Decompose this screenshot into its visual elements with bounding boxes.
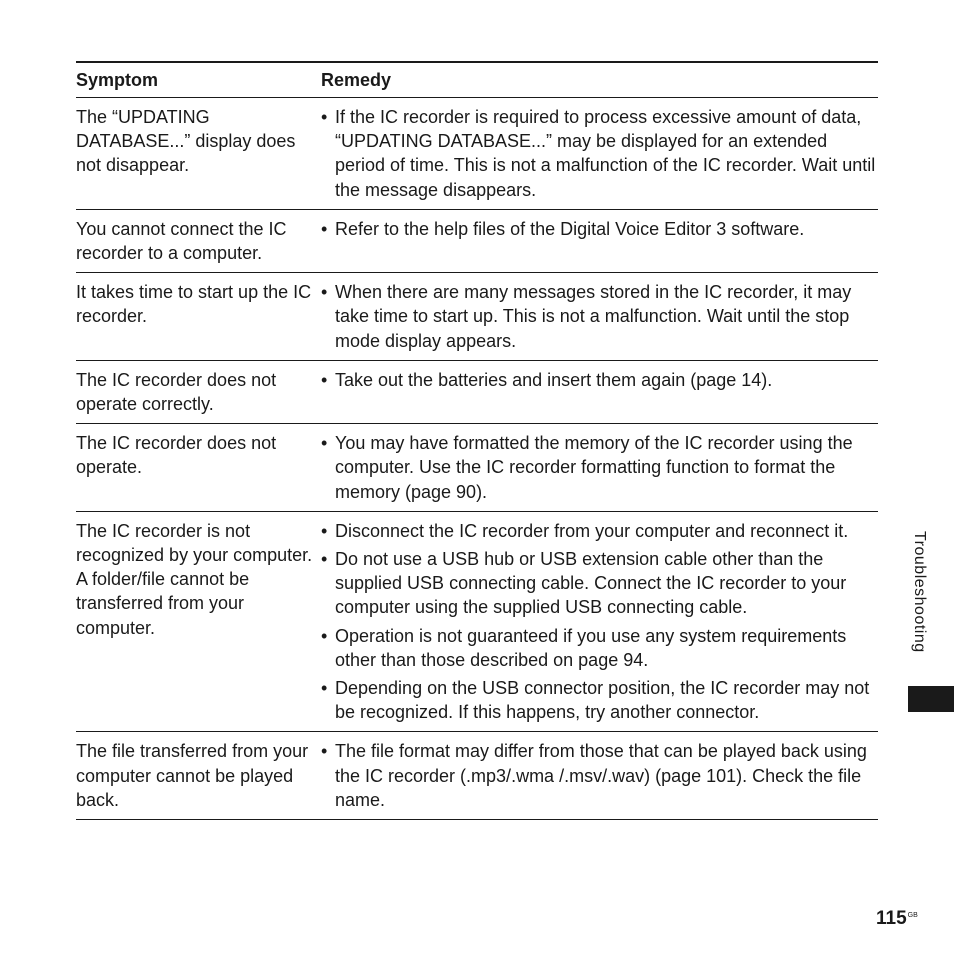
symptom-cell: The IC recorder does not operate. [76,433,277,478]
symptom-cell: The file transferred from your computer cannot be played back. [76,741,309,810]
remedy-text: When there are many messages stored in the IC recorder, it may take time to start up. This is not a malfunction. Wait until the stop mode display appears. [335,282,852,351]
bullet-icon: • [321,433,328,454]
bullet-icon: • [321,282,328,303]
table-row [76,98,878,210]
section-tab-label: Troubleshooting [911,531,928,653]
table-row [76,424,878,512]
symptom-cell: The IC recorder does not operate correctly. [76,369,277,415]
remedy-text: The file format may differ from those that can be played back using the IC recorder (.mp3/.wma /.msv/.wav) (page 101). Check the file name. [335,741,867,810]
remedy-cell [321,431,878,504]
remedy-item [321,519,878,543]
table-row [76,210,878,273]
table-row [76,273,878,361]
table-row [76,732,878,820]
bullet-icon: • [321,520,328,541]
symptom-cell: You cannot connect the IC recorder to a computer. [76,218,287,264]
remedy-text: You may have formatted the memory of the IC recorder using the computer. Use the IC recorder formatting function to format the memory (page 90). [335,433,853,502]
bullet-icon: • [321,549,328,570]
remedy-item [321,368,878,392]
remedy-cell [321,519,878,725]
remedy-column-header: Remedy [321,69,392,90]
bullet-icon: • [321,369,328,390]
remedy-cell [321,739,878,812]
remedy-cell [321,280,878,353]
remedy-item [321,217,878,241]
remedy-cell [321,105,878,202]
remedy-text: If the IC recorder is required to process excessive amount of data, “UPDATING DATABASE...” may be displayed for an extended period of time. This is not a malfunction of the IC recorder. Wait until the message disappears. [335,107,876,200]
remedy-text: Disconnect the IC recorder from your computer and reconnect it. [335,520,849,541]
bullet-icon: • [321,678,328,699]
bullet-icon: • [321,218,328,239]
remedy-text: Depending on the USB connector position, the IC recorder may not be recognized. If this happens, try another connector. [335,678,870,723]
remedy-cell [321,217,878,265]
remedy-text: Operation is not guaranteed if you use any system requirements other than those described on page 94. [335,625,847,670]
page-number-value: 115 [876,908,907,929]
page-number-suffix: GB [907,911,918,919]
remedy-item [321,547,878,620]
remedy-cell [321,368,878,416]
remedy-item [321,280,878,353]
symptom-column-header: Symptom [76,69,159,90]
remedy-item [321,624,878,672]
remedy-item [321,105,878,202]
section-tab-marker [908,686,954,712]
symptom-cell: The “UPDATING DATABASE...” display does not disappear. [76,107,296,176]
remedy-item [321,676,878,724]
table-row [76,512,878,733]
remedy-item [321,431,878,504]
table-row [76,361,878,424]
remedy-text: Refer to the help files of the Digital Voice Editor 3 software. [335,218,805,239]
remedy-item [321,739,878,812]
symptom-cell: It takes time to start up the IC recorder. [76,282,312,327]
bullet-icon: • [321,625,328,646]
troubleshooting-table [76,61,878,820]
page-number [876,908,918,930]
remedy-text: Do not use a USB hub or USB extension cable other than the supplied USB connecting cable. Connect the IC recorder to your computer using the supplied USB connecting cable. [335,549,847,618]
bullet-icon: • [321,741,328,762]
symptom-cell: The IC recorder is not recognized by your computer. A folder/file cannot be transferred from your computer. [76,520,313,638]
table-header [76,63,878,98]
bullet-icon: • [321,107,328,127]
remedy-text: Take out the batteries and insert them again (page 14). [335,369,773,390]
